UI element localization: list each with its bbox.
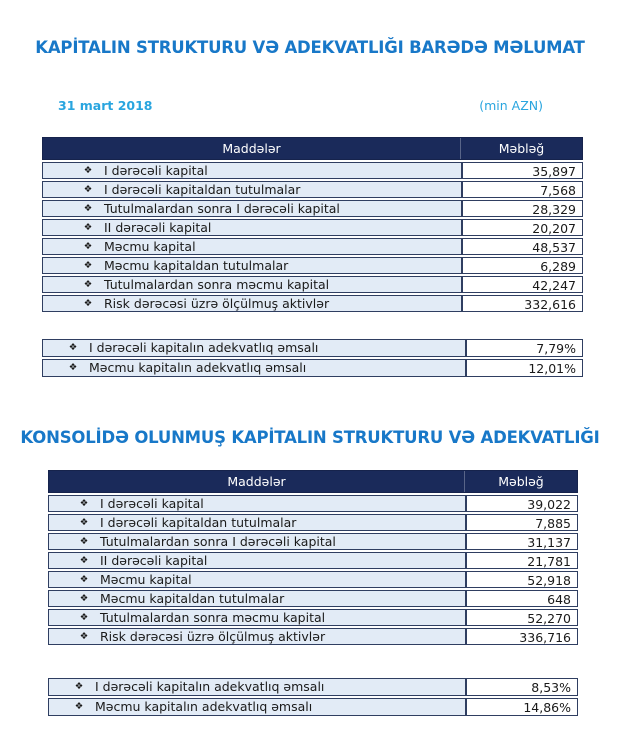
- row-value: 35,897: [462, 162, 583, 179]
- table-row: [42, 359, 583, 377]
- row-value: 52,918: [466, 571, 578, 588]
- row-label: I dərəcəli kapitaldan tutulmalar: [104, 182, 301, 197]
- section-title-consolidated: KONSOLİDƏ OLUNMUŞ KAPİTALIN STRUKTURU VƏ ADEKVATLIĞI: [20, 428, 600, 447]
- diamond-bullet-icon: ❖: [79, 555, 89, 566]
- row-label-cell: [48, 678, 466, 696]
- diamond-bullet-icon: ❖: [79, 612, 89, 623]
- page-title: KAPİTALIN STRUKTURU VƏ ADEKVATLIĞI BARƏDƏ MƏLUMAT: [35, 38, 585, 57]
- row-value: 332,616: [462, 295, 583, 312]
- row-value: 14,86%: [466, 698, 578, 716]
- table-row: [48, 514, 578, 531]
- row-label-cell: [48, 698, 466, 716]
- table-row: [48, 678, 578, 696]
- row-value: 7,79%: [466, 339, 583, 357]
- row-label-cell: [42, 219, 462, 236]
- diamond-bullet-icon: ❖: [83, 298, 93, 309]
- diamond-bullet-icon: ❖: [79, 498, 89, 509]
- table-row: [48, 698, 578, 716]
- report-date: 31 mart 2018: [58, 98, 153, 113]
- table-row: [48, 571, 578, 588]
- row-value: 7,885: [466, 514, 578, 531]
- row-label: I dərəcəli kapitaldan tutulmalar: [100, 515, 297, 530]
- column-header-amount: Məbləğ: [464, 471, 577, 492]
- row-label: Məcmu kapitalın adekvatlıq əmsalı: [89, 360, 307, 375]
- table-row: [42, 276, 583, 293]
- row-value: 12,01%: [466, 359, 583, 377]
- row-label: Məcmu kapital: [100, 572, 192, 587]
- row-value: 7,568: [462, 181, 583, 198]
- diamond-bullet-icon: ❖: [79, 593, 89, 604]
- row-label-cell: [48, 628, 466, 645]
- table-row: [42, 295, 583, 312]
- row-label-cell: [48, 609, 466, 626]
- row-label-cell: [48, 495, 466, 512]
- row-value: 648: [466, 590, 578, 607]
- column-header-amount: Məbləğ: [460, 138, 582, 159]
- row-label-cell: [48, 552, 466, 569]
- row-label-cell: [42, 339, 466, 357]
- row-label-cell: [48, 590, 466, 607]
- table-row: [42, 339, 583, 357]
- row-label: Məcmu kapital: [104, 239, 196, 254]
- row-label-cell: [42, 181, 462, 198]
- table-header-row: [42, 137, 583, 160]
- row-label-cell: [48, 571, 466, 588]
- row-label-cell: [48, 533, 466, 550]
- row-label: I dərəcəli kapital: [100, 496, 204, 511]
- row-value: 42,247: [462, 276, 583, 293]
- table-header-row: [48, 470, 578, 493]
- row-label: I dərəcəli kapitalın adekvatlıq əmsalı: [95, 679, 325, 694]
- row-label: Risk dərəcəsi üzrə ölçülmuş aktivlər: [100, 629, 326, 644]
- table-row: [42, 238, 583, 255]
- row-value: 39,022: [466, 495, 578, 512]
- row-value: 31,137: [466, 533, 578, 550]
- unit-label: (min AZN): [479, 98, 543, 113]
- diamond-bullet-icon: ❖: [79, 574, 89, 585]
- capital-structure-table: [42, 137, 583, 312]
- table-row: [42, 181, 583, 198]
- row-label: Tutulmalardan sonra məcmu kapital: [100, 610, 326, 625]
- row-value: 8,53%: [466, 678, 578, 696]
- row-label: I dərəcəli kapital: [104, 163, 208, 178]
- consolidated-adequacy-ratios-table: [48, 676, 578, 716]
- row-value: 52,270: [466, 609, 578, 626]
- row-label: Risk dərəcəsi üzrə ölçülmuş aktivlər: [104, 296, 330, 311]
- row-label: Məcmu kapitaldan tutulmalar: [100, 591, 285, 606]
- table-row: [48, 609, 578, 626]
- diamond-bullet-icon: ❖: [68, 362, 78, 373]
- row-label: Tutulmalardan sonra I dərəcəli kapital: [100, 534, 336, 549]
- table-row: [42, 200, 583, 217]
- row-label-cell: [42, 238, 462, 255]
- table-row: [48, 552, 578, 569]
- row-value: 6,289: [462, 257, 583, 274]
- row-value: 28,329: [462, 200, 583, 217]
- row-value: 21,781: [466, 552, 578, 569]
- diamond-bullet-icon: ❖: [83, 203, 93, 214]
- row-label: II dərəcəli kapital: [104, 220, 212, 235]
- row-label-cell: [42, 295, 462, 312]
- diamond-bullet-icon: ❖: [79, 536, 89, 547]
- diamond-bullet-icon: ❖: [83, 222, 93, 233]
- table-row: [48, 495, 578, 512]
- table-row: [42, 162, 583, 179]
- diamond-bullet-icon: ❖: [83, 184, 93, 195]
- row-label-cell: [42, 359, 466, 377]
- row-label: II dərəcəli kapital: [100, 553, 208, 568]
- diamond-bullet-icon: ❖: [68, 342, 78, 353]
- table-row: [42, 219, 583, 236]
- diamond-bullet-icon: ❖: [74, 701, 84, 712]
- table-row: [42, 257, 583, 274]
- column-header-items: Maddələr: [227, 474, 286, 489]
- diamond-bullet-icon: ❖: [83, 165, 93, 176]
- row-label: Tutulmalardan sonra məcmu kapital: [104, 277, 330, 292]
- diamond-bullet-icon: ❖: [79, 631, 89, 642]
- row-label: Məcmu kapitalın adekvatlıq əmsalı: [95, 699, 313, 714]
- adequacy-ratios-table: [42, 337, 583, 377]
- row-value: 48,537: [462, 238, 583, 255]
- row-value: 20,207: [462, 219, 583, 236]
- diamond-bullet-icon: ❖: [83, 241, 93, 252]
- table-row: [48, 628, 578, 645]
- row-label-cell: [48, 514, 466, 531]
- row-label-cell: [42, 162, 462, 179]
- diamond-bullet-icon: ❖: [74, 681, 84, 692]
- row-label-cell: [42, 276, 462, 293]
- table-row: [48, 590, 578, 607]
- diamond-bullet-icon: ❖: [83, 279, 93, 290]
- row-label: Tutulmalardan sonra I dərəcəli kapital: [104, 201, 340, 216]
- row-value: 336,716: [466, 628, 578, 645]
- column-header-items: Maddələr: [222, 141, 281, 156]
- diamond-bullet-icon: ❖: [83, 260, 93, 271]
- row-label: I dərəcəli kapitalın adekvatlıq əmsalı: [89, 340, 319, 355]
- row-label-cell: [42, 257, 462, 274]
- table-row: [48, 533, 578, 550]
- row-label: Məcmu kapitaldan tutulmalar: [104, 258, 289, 273]
- diamond-bullet-icon: ❖: [79, 517, 89, 528]
- consolidated-capital-structure-table: [48, 470, 578, 645]
- row-label-cell: [42, 200, 462, 217]
